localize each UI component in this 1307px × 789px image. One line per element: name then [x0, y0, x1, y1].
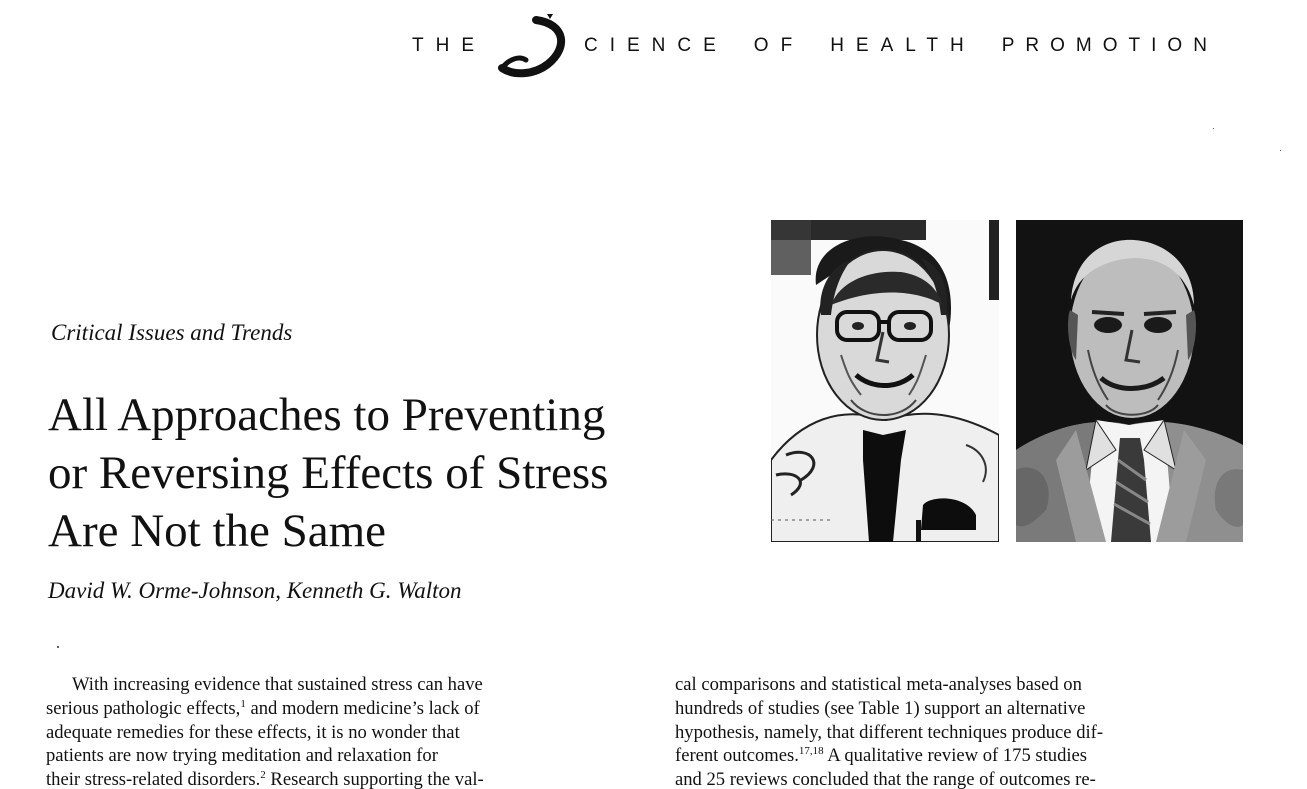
article-title [48, 386, 758, 560]
title-line: or Reversing Effects of Stress [48, 447, 609, 499]
portrait-illustration [1016, 220, 1243, 542]
scan-speck [1213, 128, 1214, 129]
paragraph [46, 673, 616, 789]
citation: 2 [260, 769, 266, 782]
text-line: their stress-related disorders.$^2$ Research supporting the val- [46, 769, 484, 789]
header-word-promotion: PROMOTION [1001, 35, 1218, 56]
scan-speck [1280, 150, 1281, 151]
paragraph [675, 673, 1255, 789]
text-line: hundreds of studies (see Table 1) support an alternative [675, 697, 1086, 719]
body-column-left [46, 673, 616, 789]
text-line: With increasing evidence that sustained stress can have [72, 674, 483, 695]
title-line: Are Not the Same [48, 505, 387, 557]
citation: 17,18 [798, 745, 824, 758]
text-line: adequate remedies for these effects, it is no wonder that [46, 721, 460, 743]
title-line: All Approaches to Preventing [48, 389, 606, 441]
author-photo-walton [1016, 220, 1243, 542]
citation: 1 [240, 697, 246, 710]
section-label: Critical Issues and Trends [51, 320, 293, 345]
text-line: ferent outcomes.$^{17,18}$ A qualitative review of 175 studies [675, 745, 1088, 767]
running-header [412, 14, 1218, 78]
body-column-right [675, 673, 1255, 789]
text-line: hypothesis, namely, that different techniques produce dif- [675, 721, 1104, 743]
text-line: serious pathologic effects,$^1$ and modern medicine’s lack of [46, 697, 480, 719]
portrait-illustration [771, 220, 999, 542]
scan-speck [57, 646, 59, 648]
author-photo-orme-johnson [771, 220, 999, 542]
header-word-health: HEALTH [830, 35, 976, 56]
author-byline: David W. Orme-Johnson, Kenneth G. Walton [48, 578, 462, 603]
text-line: patients are now trying meditation and relaxation for [46, 745, 438, 767]
text-line: cal comparisons and statistical meta-analyses based on [675, 674, 1082, 695]
text-line: and 25 reviews concluded that the range of outcomes re- [675, 769, 1096, 789]
science-logo-s-icon [496, 14, 566, 78]
header-word-of: OF [753, 35, 805, 56]
header-word-cience: CIENCE [584, 35, 728, 56]
header-word-the: THE [412, 35, 486, 56]
